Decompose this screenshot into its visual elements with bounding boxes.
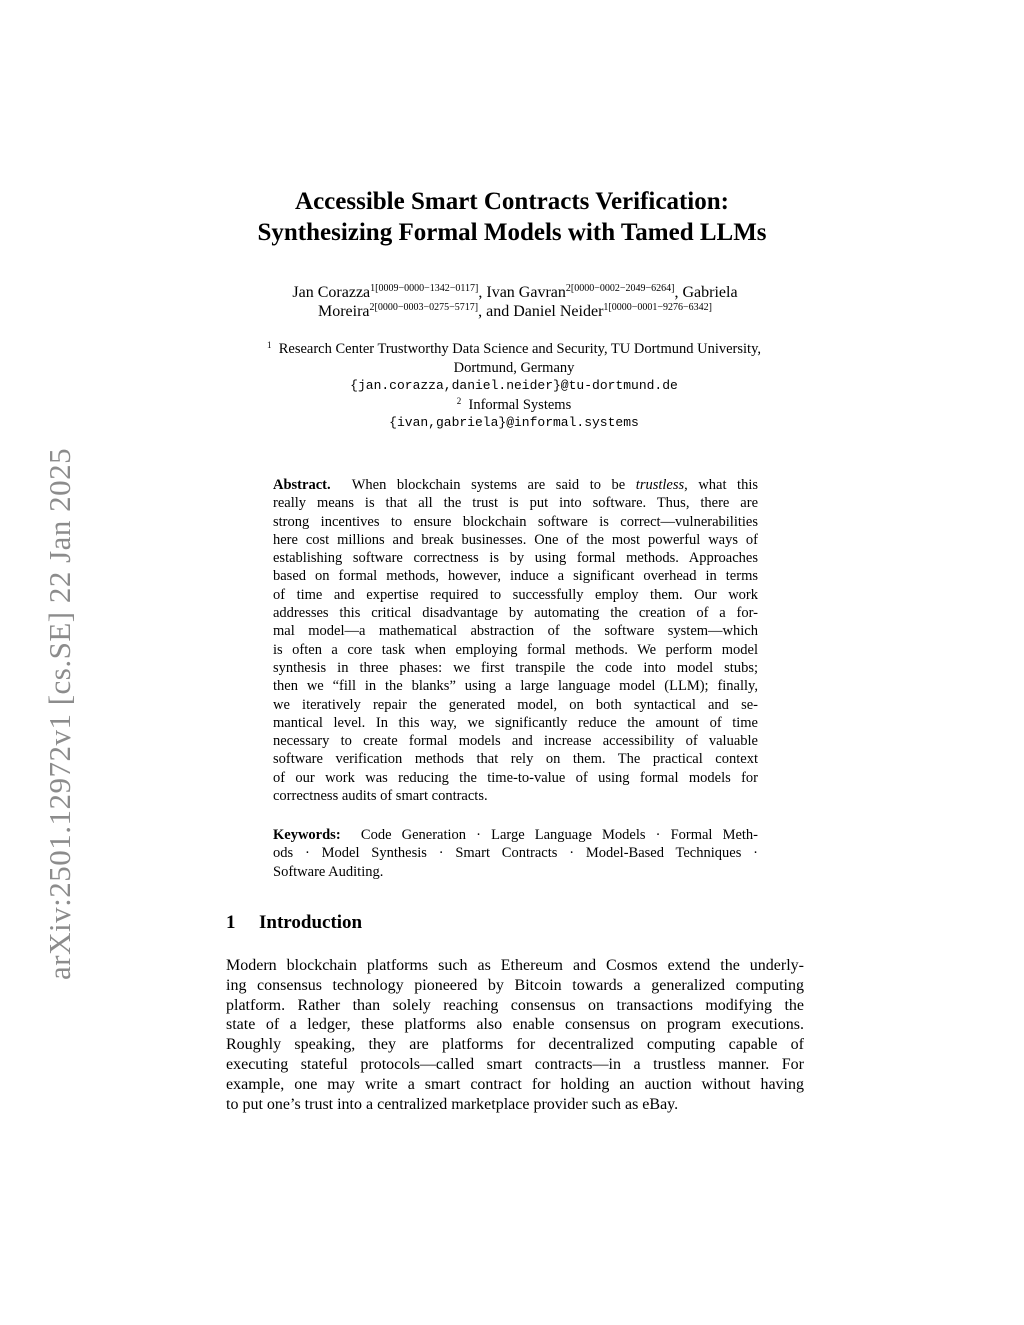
abstract-line: we iteratively repair the generated model, on both syntactical and se-: [273, 696, 758, 713]
email: {jan.corazza,daniel.neider}@tu-dortmund.de: [350, 378, 678, 393]
introduction-paragraph: [226, 956, 804, 1114]
abstract-line: of our work was reducing the time-to-value of using formal models for: [273, 769, 758, 786]
author-list: [225, 283, 805, 321]
section-heading: [226, 912, 362, 934]
abstract-line: here cost millions and break businesses. One of the most powerful ways of: [273, 531, 758, 548]
author-line: [225, 302, 805, 321]
author-line: [225, 283, 805, 302]
author-name: Jan Corazza: [292, 284, 371, 301]
affiliation-1: [222, 340, 806, 359]
title-line: Accessible Smart Contracts Verification:: [295, 188, 729, 215]
author-name: , Ivan Gavran: [478, 284, 566, 301]
affiliation-text: Informal Systems: [468, 396, 572, 413]
abstract-line: then we “fill in the blanks” using a large language model (LLM); finally,: [273, 678, 758, 695]
abstract-line: of time and expertise required to successfully employ them. Our work: [273, 586, 758, 603]
section-title: Introduction: [259, 912, 363, 933]
abstract-line: establishing software correctness is by using formal methods. Approaches: [273, 550, 758, 567]
title-line: Synthesizing Formal Models with Tamed LLMs: [257, 219, 767, 246]
abstract-line: correctness audits of smart contracts.: [273, 788, 488, 805]
section-number: 1: [226, 912, 236, 933]
affiliation-text: Research Center Trustworthy Data Science and Security, TU Dortmund University,: [278, 341, 762, 357]
affiliation-mark: 1: [266, 340, 272, 350]
body-line: state of a ledger, these platforms also enable consensus on program executions.: [226, 1016, 804, 1034]
affiliation-mark: 2: [456, 395, 462, 406]
body-line: example, one may write a smart contract for holding an auction without having: [226, 1075, 804, 1093]
orcid: 1[0009−0000−1342−0117]: [370, 283, 479, 294]
body-line: Roughly speaking, they are platforms for decentralized computing capable of: [226, 1036, 804, 1054]
keywords-line: ods · Model Synthesis · Smart Contracts · Model-Based Techniques ·: [273, 845, 758, 862]
affiliation-2: [222, 396, 806, 415]
body-line: to put one’s trust into a centralized marketplace provider such as eBay.: [226, 1095, 679, 1113]
author-name: Moreira: [318, 303, 370, 320]
abstract: [273, 476, 758, 805]
body-line: executing stateful protocols—called smart contracts—in a trustless manner. For: [226, 1055, 804, 1073]
abstract-line: addresses this critical disadvantage by automating the creation of a for-: [273, 605, 758, 622]
keywords-line: Keywords: Code Generation · Large Language Models · Formal Meth-: [273, 827, 759, 843]
author-name: , Gabriela: [674, 284, 738, 301]
paper-title: [0, 186, 1024, 248]
abstract-line: mantical level. In this way, we significantly reduce the amount of time: [273, 714, 758, 731]
affiliation-location: Dortmund, Germany: [453, 359, 575, 376]
abstract-line: mal model—a mathematical abstraction of the software system—which: [273, 623, 758, 640]
orcid: 1[0000−0001−9276−6342]: [603, 302, 712, 313]
abstract-line: synthesis in three phases: we first transpile the code into model stubs;: [273, 659, 758, 676]
author-name: , and Daniel Neider: [478, 303, 604, 320]
body-line: ing consensus technology pioneered by Bitcoin towards a generalized computing: [226, 976, 804, 994]
body-line: Modern blockchain platforms such as Ethereum and Cosmos extend the underly-: [226, 957, 804, 974]
keywords-line: Software Auditing.: [273, 863, 384, 880]
email: {ivan,gabriela}@informal.systems: [389, 415, 639, 430]
abstract-line: software verification methods that rely on them. The practical context: [273, 751, 758, 768]
emphasis: trustless: [635, 477, 685, 493]
abstract-label: Abstract.: [273, 477, 331, 493]
body-line: platform. Rather than solely reaching consensus on transactions modifying the: [226, 996, 804, 1014]
affiliations: [222, 340, 806, 433]
arxiv-identifier: arXiv:2501.12972v1 [cs.SE] 22 Jan 2025: [42, 447, 77, 980]
abstract-line: Abstract. When blockchain systems are said to be trustless, what this: [273, 477, 759, 493]
abstract-line: really means is that all the trust is put into software. Thus, there are: [273, 495, 758, 512]
keywords: [273, 826, 758, 881]
abstract-line: necessary to create formal models and increase accessibility of valuable: [273, 733, 758, 750]
orcid: 2[0000−0002−2049−6264]: [565, 283, 675, 294]
keywords-label: Keywords:: [273, 827, 341, 843]
abstract-line: is often a core task when employing formal methods. We perform model: [273, 641, 758, 658]
orcid: 2[0000−0003−0275−5717]: [369, 302, 479, 313]
abstract-line: strong incentives to ensure blockchain software is correct—vulnerabilities: [273, 513, 758, 530]
abstract-line: based on formal methods, however, induce a significant overhead in terms: [273, 568, 758, 585]
